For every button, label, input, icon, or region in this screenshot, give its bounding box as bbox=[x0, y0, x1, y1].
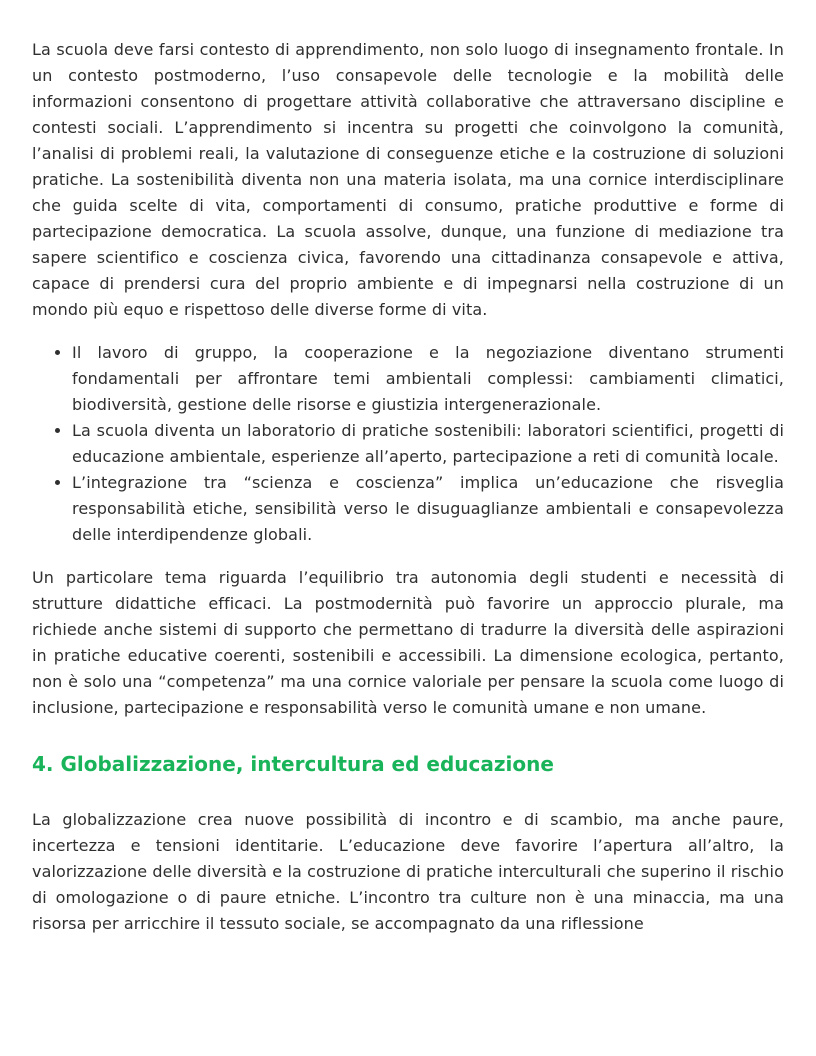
bullet-list bbox=[32, 340, 784, 548]
paragraph-school-learning-context: La scuola deve farsi contesto di apprendimento, non solo luogo di insegnamento frontale. In un contesto postmoderno, l’uso consapevole delle tecnologie e la mobilità delle informazioni consentono di progettare attività collaborative che attraversano discipline e contesti sociali. L’apprendimento si incentra su progetti che coinvolgono la comunità, l’analisi di problemi reali, la valutazione di conseguenze etiche e la costruzione di soluzioni pratiche. La sostenibilità diventa non una materia isolata, ma una cornice interdisciplinare che guida scelte di vita, comportamenti di consumo, pratiche produttive e forme di partecipazione democratica. La scuola assolve, dunque, una funzione di mediazione tra sapere scientifico e coscienza civica, favorendo una cittadinanza consapevole e attiva, capace di prendersi cura del proprio ambiente e di impegnarsi nella costruzione di un mondo più equo e rispettoso delle diverse forme di vita. bbox=[32, 40, 784, 319]
list-item: • La scuola diventa un laboratorio di pratiche sostenibili: laboratori scientifici, progetti di educazione ambientale, esperienze all’aperto, partecipazione a reti di comunità locale. bbox=[72, 418, 784, 470]
list-item: • L’integrazione tra “scienza e coscienza” implica un’educazione che risveglia responsabilità etiche, sensibilità verso le disuguaglianze ambientali e consapevolezza delle interdipendenze globali. bbox=[72, 470, 784, 548]
list-item: • Il lavoro di gruppo, la cooperazione e la negoziazione diventano strumenti fondamentali per affrontare temi ambientali complessi: cambiamenti climatici, biodiversità, gestione delle risorse e giustizia intergenerazionale. bbox=[72, 340, 784, 418]
document-page bbox=[32, 37, 784, 937]
paragraph-student-autonomy: Un particolare tema riguarda l’equilibrio tra autonomia degli studenti e necessità di strutture didattiche efficaci. La postmodernità può favorire un approccio plurale, ma richiede anche sistemi di supporto che permettano di tradurre la diversità delle aspirazioni in pratiche educative coerenti, sostenibili e accessibili. La dimensione ecologica, pertanto, non è solo una “competenza” ma una cornice valoriale per pensare la scuola come luogo di inclusione, partecipazione e responsabilità verso le comunità umane e non umane. bbox=[32, 568, 784, 717]
paragraph-globalization: La globalizzazione crea nuove possibilità di incontro e di scambio, ma anche paure, incertezza e tensioni identitarie. L’educazione deve favorire l’apertura all’altro, la valorizzazione delle diversità e la costruzione di pratiche interculturali che superino il rischio di omologazione o di paure etniche. L’incontro tra culture non è una minaccia, ma una risorsa per arricchire il tessuto sociale, se accompagnato da una riflessione bbox=[32, 810, 784, 933]
section-heading: 4. Globalizzazione, intercultura ed educazione bbox=[32, 752, 554, 776]
